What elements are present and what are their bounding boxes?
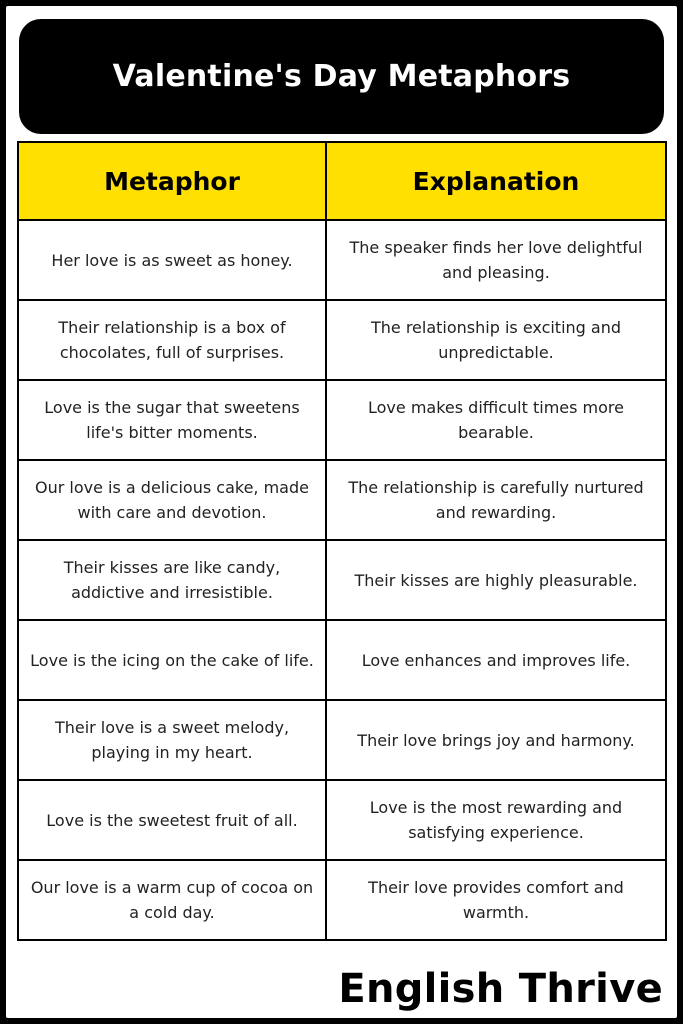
table-row	[18, 860, 666, 940]
metaphor-cell: Love is the icing on the cake of life.	[18, 620, 326, 700]
explanation-cell: Love enhances and improves life.	[326, 620, 666, 700]
explanation-cell: Love is the most rewarding and satisfying experience.	[326, 780, 666, 860]
title-banner	[19, 19, 664, 134]
table-row	[18, 780, 666, 860]
brand-logo-text: English Thrive	[338, 966, 663, 1012]
metaphor-table	[17, 141, 667, 941]
table-row	[18, 620, 666, 700]
page-title: Valentine's Day Metaphors	[112, 59, 571, 94]
metaphor-cell: Our love is a delicious cake, made with care and devotion.	[18, 460, 326, 540]
table-row	[18, 700, 666, 780]
metaphor-cell: Their love is a sweet melody, playing in my heart.	[18, 700, 326, 780]
metaphor-cell: Their kisses are like candy, addictive and irresistible.	[18, 540, 326, 620]
table-row	[18, 540, 666, 620]
explanation-cell: Their love provides comfort and warmth.	[326, 860, 666, 940]
explanation-cell: The relationship is carefully nurtured and rewarding.	[326, 460, 666, 540]
table-header-row	[18, 142, 666, 220]
explanation-cell: Their kisses are highly pleasurable.	[326, 540, 666, 620]
metaphor-cell: Love is the sugar that sweetens life's bitter moments.	[18, 380, 326, 460]
explanation-cell: The speaker finds her love delightful and pleasing.	[326, 220, 666, 300]
metaphor-cell: Their relationship is a box of chocolates, full of surprises.	[18, 300, 326, 380]
metaphor-cell: Her love is as sweet as honey.	[18, 220, 326, 300]
metaphor-cell: Our love is a warm cup of cocoa on a cold day.	[18, 860, 326, 940]
page	[6, 6, 677, 1018]
table-row	[18, 460, 666, 540]
table-row	[18, 220, 666, 300]
header-explanation: Explanation	[326, 142, 666, 220]
metaphor-cell: Love is the sweetest fruit of all.	[18, 780, 326, 860]
table-row	[18, 380, 666, 460]
explanation-cell: Their love brings joy and harmony.	[326, 700, 666, 780]
header-metaphor: Metaphor	[18, 142, 326, 220]
table-row	[18, 300, 666, 380]
explanation-cell: Love makes difficult times more bearable.	[326, 380, 666, 460]
explanation-cell: The relationship is exciting and unpredictable.	[326, 300, 666, 380]
